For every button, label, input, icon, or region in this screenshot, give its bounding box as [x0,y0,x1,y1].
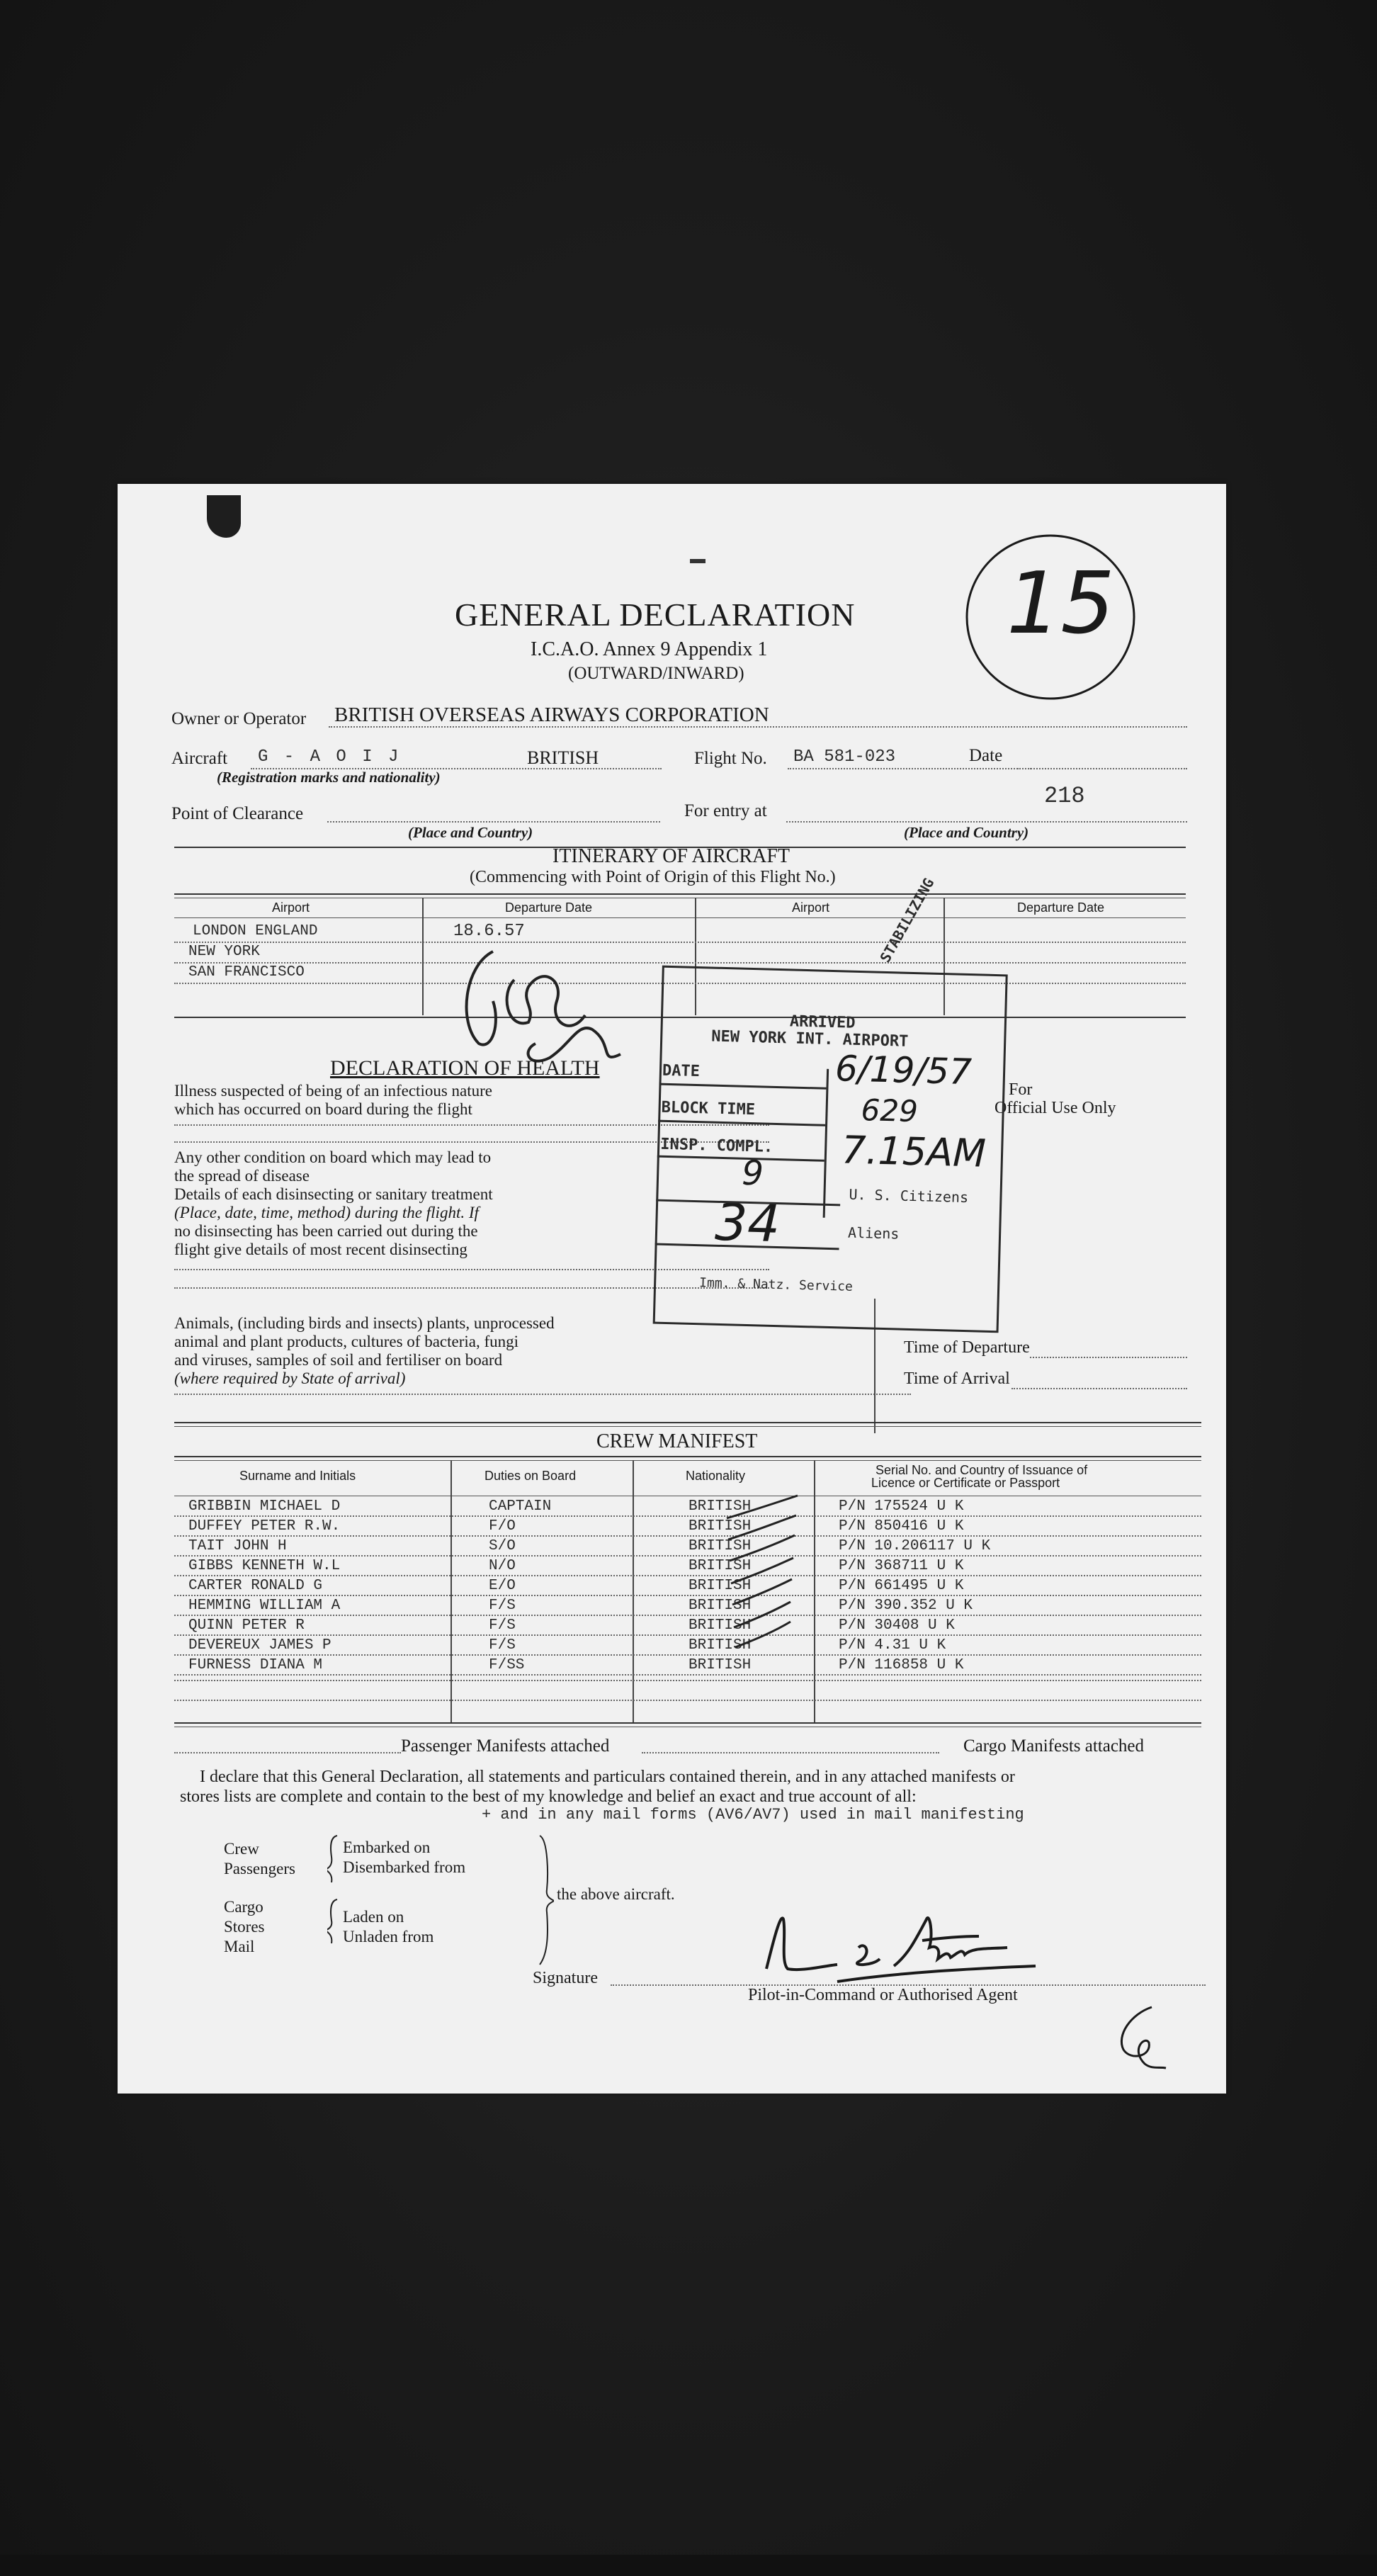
cargo-label: Cargo [224,1898,264,1916]
stamp-insp-value: 7.15AM [841,1127,987,1176]
time-departure-label: Time of Departure [904,1338,1030,1357]
crew-col-serial-2: Licence or Certificate or Passport [871,1476,1060,1490]
declaration-form [118,484,1226,2094]
table-row [118,1616,1226,1636]
crew-nationality: BRITISH [688,1578,752,1594]
pilot-label: Pilot-in-Command or Authorised Agent [748,1986,1018,2004]
stores-label: Stores [224,1918,265,1936]
stamp-citizens-label: U. S. Citizens [849,1185,969,1207]
crew-duty: F/S [489,1637,516,1654]
torn-corner [207,495,241,538]
crew-serial: P/N 30408 U K [839,1617,955,1634]
passengers-label: Passengers [224,1860,295,1877]
crew-name: DUFFEY PETER R.W. [188,1518,341,1535]
table-row [118,1557,1226,1576]
health-illness-1: Illness suspected of being of an infectious nature [174,1082,493,1100]
health-animals-3: and viruses, samples of soil and fertiliser on board [174,1351,503,1369]
stamp-aliens-label: Aliens [847,1224,900,1243]
crew-nationality: BRITISH [688,1657,752,1673]
owner-label: Owner or Operator [171,709,307,728]
crew-serial: P/N 175524 U K [839,1498,964,1515]
table-row [118,1656,1226,1676]
health-animals-1: Animals, (including birds and insects) plants, unprocessed [174,1314,555,1332]
itinerary-airport-2: NEW YORK [188,944,260,960]
stamp-date-label: DATE [662,1061,701,1081]
health-animals-2: animal and plant products, cultures of bacteria, fungi [174,1333,519,1350]
table-row [118,1596,1226,1616]
above-aircraft-label: the above aircraft. [557,1885,675,1903]
owner-value: BRITISH OVERSEAS AIRWAYS CORPORATION [334,704,769,726]
crew-nationality: BRITISH [688,1558,752,1574]
stamp-block-label: BLOCK TIME [661,1098,756,1119]
crew-name: GRIBBIN MICHAEL D [188,1498,341,1515]
crew-name: CARTER RONALD G [188,1578,323,1594]
entry-label: For entry at [684,801,767,820]
aircraft-nationality: BRITISH [527,747,599,768]
cargo-manifests: Cargo Manifests attached [963,1736,1145,1756]
stamp-corner-text: STABILIZING [876,875,938,966]
passenger-manifests: Passenger Manifests attached [401,1736,610,1756]
table-row [118,1636,1226,1656]
crew-duty: F/S [489,1617,516,1634]
crew-serial: P/N 368711 U K [839,1558,964,1574]
aircraft-registration: G - A O I J [258,747,402,767]
crew-serial: P/N 390.352 U K [839,1598,973,1614]
crew-col-name: Surname and Initials [239,1469,356,1483]
number-mark: 218 [1044,783,1085,809]
crew-name: FURNESS DIANA M [188,1657,323,1673]
crew-duty: S/O [489,1538,516,1554]
health-disinsect-2: (Place, date, time, method) during the flight. If [174,1204,479,1221]
health-condition-1: Any other condition on board which may lead to [174,1148,492,1166]
aircraft-note: (Registration marks and nationality) [217,769,441,786]
stamp-airport: NEW YORK INT. AIRPORT [710,1027,909,1051]
table-row [118,1576,1226,1596]
health-disinsect-4: flight give details of most recent disinsecting [174,1241,468,1258]
unladen-label: Unladen from [343,1928,434,1945]
crew-duty: E/O [489,1578,516,1594]
itinerary-col-departure-1: Departure Date [505,900,593,915]
crew-serial: P/N 116858 U K [839,1657,964,1673]
itinerary-title: ITINERARY OF AIRCRAFT [552,845,790,867]
itinerary-col-airport-1: Airport [272,900,310,915]
page-mark: 15 [1007,555,1115,653]
table-row [118,1497,1226,1517]
crew-serial: P/N 661495 U K [839,1578,964,1594]
stamp-date-value: 6/19/57 [834,1048,973,1093]
declaration-line-2: stores lists are complete and contain to the best of my knowledge and belief an exact and true account of all: [180,1787,917,1806]
brackets [327,1833,554,1967]
crew-duty: CAPTAIN [489,1498,552,1515]
crew-duty: N/O [489,1558,516,1574]
crew-col-nationality: Nationality [686,1469,746,1483]
official-use-2: Official Use Only [994,1099,1116,1117]
official-use-1: For [1009,1080,1033,1099]
scan-edge-strip [0,2555,1377,2576]
crew-title: CREW MANIFEST [596,1430,758,1452]
health-disinsect-1: Details of each disinsecting or sanitary treatment [174,1185,493,1203]
crew-label: Crew [224,1840,259,1858]
time-arrival-label: Time of Arrival [904,1369,1010,1388]
handwritten-initials [450,937,635,1072]
health-illness-2: which has occurred on board during the flight [174,1100,472,1118]
flight-number: BA 581-023 [793,747,896,767]
itinerary-airport-1: LONDON ENGLAND [193,923,318,939]
health-animals-4: (where required by State of arrival) [174,1369,406,1387]
entry-note: (Place and Country) [904,824,1029,841]
stamp-insp-label: INSP. COMPL. [659,1135,774,1156]
crew-duty: F/SS [489,1657,525,1673]
crew-duty: F/S [489,1598,516,1614]
crew-duty: F/O [489,1518,516,1535]
table-row [118,1537,1226,1557]
aircraft-label: Aircraft [171,749,228,768]
ink-speck [690,559,706,563]
stamp-aliens-count: 34 [714,1192,781,1254]
crew-serial: P/N 10.206117 U K [839,1538,991,1554]
table-row [118,1517,1226,1537]
crew-name: TAIT JOHN H [188,1538,287,1554]
crew-nationality: BRITISH [688,1598,752,1614]
handwritten-signature [752,1898,1050,1990]
itinerary-airport-3: SAN FRANCISCO [188,964,305,981]
crew-name: QUINN PETER R [188,1617,305,1634]
itinerary-col-airport-2: Airport [792,900,830,915]
itinerary-subtitle: (Commencing with Point of Origin of this Flight No.) [470,868,836,886]
itinerary-departure-date: 18.6.57 [453,922,525,941]
form-title: GENERAL DECLARATION [455,597,856,633]
immigration-stamp [652,875,1009,1343]
crew-serial: P/N 4.31 U K [839,1637,946,1654]
mail-note: + and in any mail forms (AV6/AV7) used in mail manifesting [482,1806,1024,1824]
health-disinsect-3: no disinsecting has been carried out during the [174,1222,478,1240]
crew-serial: P/N 850416 U K [839,1518,964,1535]
health-title: DECLARATION OF HEALTH [330,1056,600,1080]
stamp-citizens-count: 9 [741,1153,764,1194]
form-direction: (OUTWARD/INWARD) [568,664,744,683]
crew-nationality: BRITISH [688,1637,752,1654]
crew-nationality: BRITISH [688,1617,752,1634]
itinerary-col-departure-2: Departure Date [1017,900,1105,915]
stamp-arrived: ARRIVED [789,1012,856,1032]
crew-name: GIBBS KENNETH W.L [188,1558,341,1574]
crew-name: HEMMING WILLIAM A [188,1598,341,1614]
crew-col-duty: Duties on Board [484,1469,577,1483]
corner-handwritten-mark [1102,2000,1180,2078]
embarked-label: Embarked on [343,1838,431,1856]
crew-nationality: BRITISH [688,1498,752,1515]
clearance-note: (Place and Country) [408,824,533,841]
stamp-block-value: 629 [861,1092,919,1129]
crew-name: DEVEREUX JAMES P [188,1637,332,1654]
clearance-label: Point of Clearance [171,804,304,823]
laden-label: Laden on [343,1908,404,1926]
stamp-service: Imm. & Natz. Service [698,1275,854,1294]
date-label: Date [969,746,1003,765]
signature-label: Signature [533,1969,598,1987]
health-condition-2: the spread of disease [174,1167,310,1185]
crew-nationality: BRITISH [688,1538,752,1554]
disembarked-label: Disembarked from [343,1858,466,1876]
form-subtitle: I.C.A.O. Annex 9 Appendix 1 [531,638,768,660]
crew-nationality: BRITISH [688,1518,752,1535]
flight-label: Flight No. [694,749,767,768]
crew-col-serial-1: Serial No. and Country of Issuance of [876,1463,1088,1477]
mail-label: Mail [224,1938,255,1955]
declaration-line-1: I declare that this General Declaration, all statements and particulars contained therein, and in any attached manifests or [200,1768,1015,1786]
nationality-tick-marks [720,1490,812,1660]
